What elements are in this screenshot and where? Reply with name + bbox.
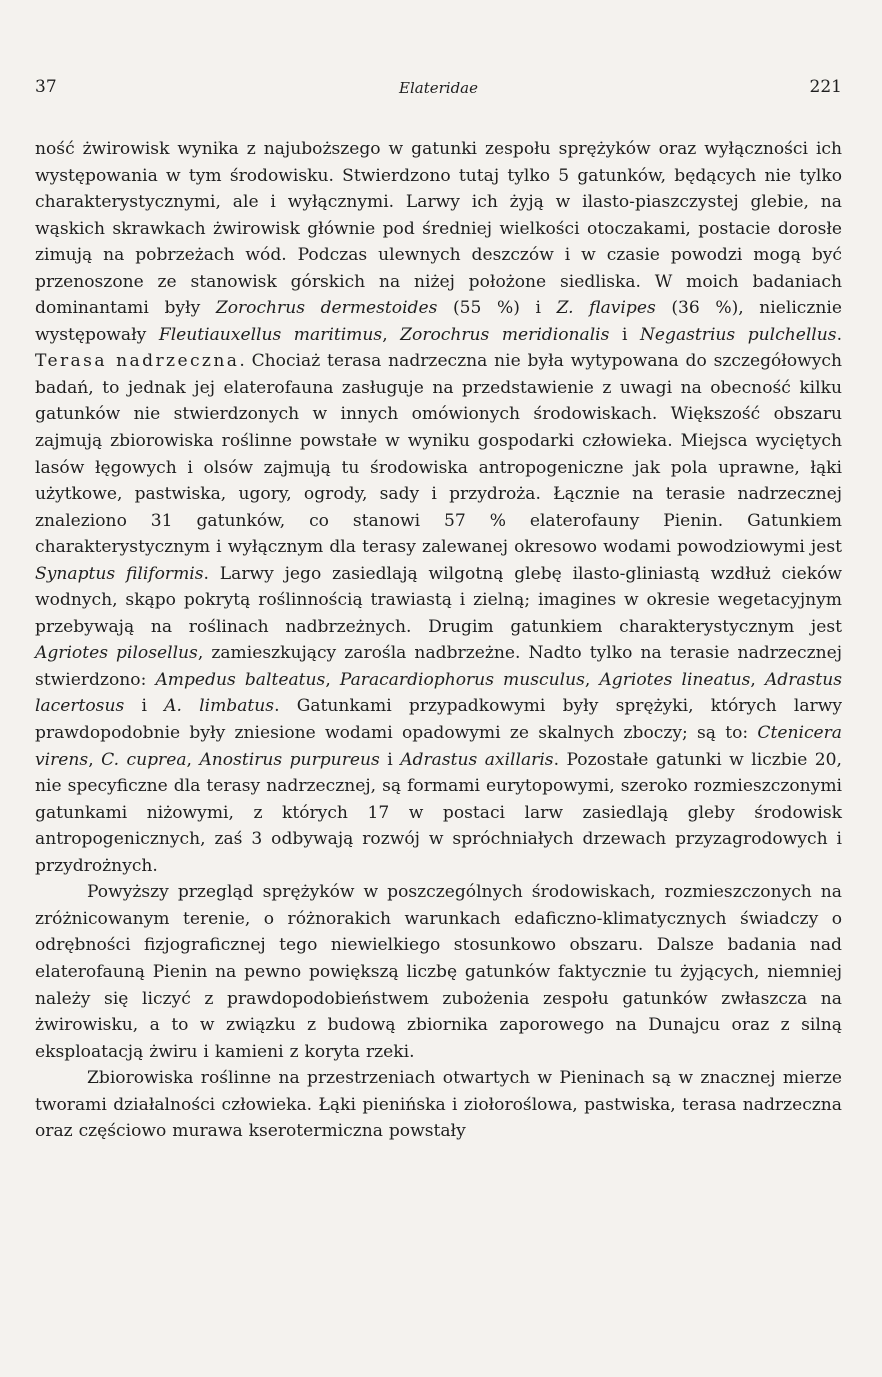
text-run: . [836,324,842,345]
text-run: Powyższy przegląd sprężyków w poszczególnych środowiskach, rozmieszczonych na zróżnicowanym terenie, o różnorakich warunkach edaficzno-klimatycznych świadczy o odrębności fizjograficznej tego niewielkiego stosunkowo obszaru. Dalsze badania nad elaterofauną Pienin na pewno powiększą liczbę gatunków faktycznie tu żyjących, niemniej należy się liczyć z prawdopodobieństwem zubożenia zespołu gatunków zwłaszcza na żwirowisku, a to w związku z budową zbiornika zaporowego na Dunajcu oraz z silną eksploatacją żwiru i kamieni z koryta rzeki. [35,882,842,1062]
text-run: i [379,749,401,770]
text-run: , [186,749,200,770]
text-run: . Larwy jego zasiedlają wilgotną glebę ilasto-gliniastą wzdłuż cieków wodnych, skąpo pokrytą roślinnością trawiastą i zielną; imagines w okresie wegetacyjnym przebywają na roślinach nadbrzeżnych. Drugim gatunkiem charakterystycznym jest [35,563,842,637]
text-run: , [584,669,600,690]
text-run: (55 %) i [437,298,557,319]
text-run: i [609,324,640,345]
species-name: Zorochrus dermestoides [215,298,438,319]
species-name: Anostirus purpureus [199,749,380,770]
paragraph [35,1065,842,1145]
species-name: Ampedus balteatus [155,669,326,690]
paragraph [35,136,842,879]
text-run: . Gatunkami przypadkowymi były sprężyki, których larwy prawdopodobnie były zniesione wodami opadowymi ze skalnych zboczy; są to: [35,696,842,744]
running-header [35,77,842,101]
species-name: Z. flavipes [556,298,656,319]
species-name: Negastrius pulchellus [639,324,837,345]
body-text [35,136,842,1145]
text-run: ność żwirowisk wynika z najuboższego w gatunki zespołu sprężyków oraz wyłączności ich występowania w tym środowisku. Stwierdzono tutaj tylko 5 gatunków, będących nie tylko charakterystycznymi, ale i wyłącznymi. Larwy ich żyją w ilasto-piaszczystej glebie, na wąskich skrawkach żwirowisk głównie pod średniej wielkości otoczakami, postacie dorosłe zimują na pobrzeżach wód. Podczas ulewnych deszczów i w czasie powodzi mogą być przenoszone ze stanowisk górskich na niżej położone siedliska. W moich badaniach dominantami były [35,139,842,319]
text-run: i [124,696,165,717]
species-name: Paracardiophorus musculus [339,669,585,690]
species-name: Zorochrus meridionalis [400,324,610,345]
text-run: , [88,749,102,770]
section-heading: Terasa nadrzeczna [35,351,240,372]
page-number-left: 37 [35,77,57,97]
species-name: C. cuprea [101,749,187,770]
page-number-right: 221 [809,77,842,97]
species-name: Ctenicera virens [35,723,842,770]
text-run: , [382,324,401,345]
species-name: Adrastus axillaris [400,749,554,770]
species-name: A. limbatus [164,696,275,717]
text-run: , [325,669,340,690]
paragraph [35,879,842,1065]
text-run: . Pozostałe gatunki w liczbie 20, nie specyficzne dla terasy nadrzecznej, są formami eurytopowymi, szeroko rozmieszczonymi gatunkami niżowymi, z których 17 w postaci larw zasiedlają gleby środowisk antropogenicznych, zaś 3 odbywają rozwój w spróchniałych drzewach przyzagrodowych i przydrożnych. [35,749,842,876]
text-run: , [750,669,765,690]
species-name: Synaptus filiformis [35,563,204,584]
running-head-title: Elateridae [399,79,478,97]
text-run: (36 %), nielicznie występowały [35,298,842,345]
text-run: , zamieszkujący zarośla nadbrzeżne. Nadto tylko na terasie nadrzecznej stwierdzono: [35,643,842,690]
text-run: . Chociaż terasa nadrzeczna nie była wytypowana do szczegółowych badań, to jednak jej elaterofauna zasługuje na przedstawienie z uwagi na obecność kilku gatunków nie stwierdzonych w innych omówionych środowiskach. Większość obszaru zajmują zbiorowiska roślinne powstałe w wyniku gospodarki człowieka. Miejsca wyciętych lasów łęgowych i olsów zajmują tu środowiska antropogeniczne jak pola uprawne, łąki użytkowe, pastwiska, ugory, ogrody, sady i przydroża. Łącznie na terasie nadrzecznej znaleziono 31 gatunków, co stanowi 57 % elaterofauny Pienin. Gatunkiem charakterystycznym i wyłącznym dla terasy zalewanej okresowo wodami powodziowymi jest [35,351,843,558]
species-name: Fleutiauxellus maritimus [158,324,383,345]
species-name: Agriotes lineatus [599,669,751,690]
text-run: Zbiorowiska roślinne na przestrzeniach otwartych w Pieninach są w znacznej mierze tworami działalności człowieka. Łąki pienińska i ziołoroślowa, pastwiska, terasa nadrzeczna oraz częściowo murawa kserotermiczna powstały [35,1068,842,1142]
species-name: Adrastus lacertosus [35,669,843,717]
species-name: Agriotes pilosellus [35,643,198,664]
